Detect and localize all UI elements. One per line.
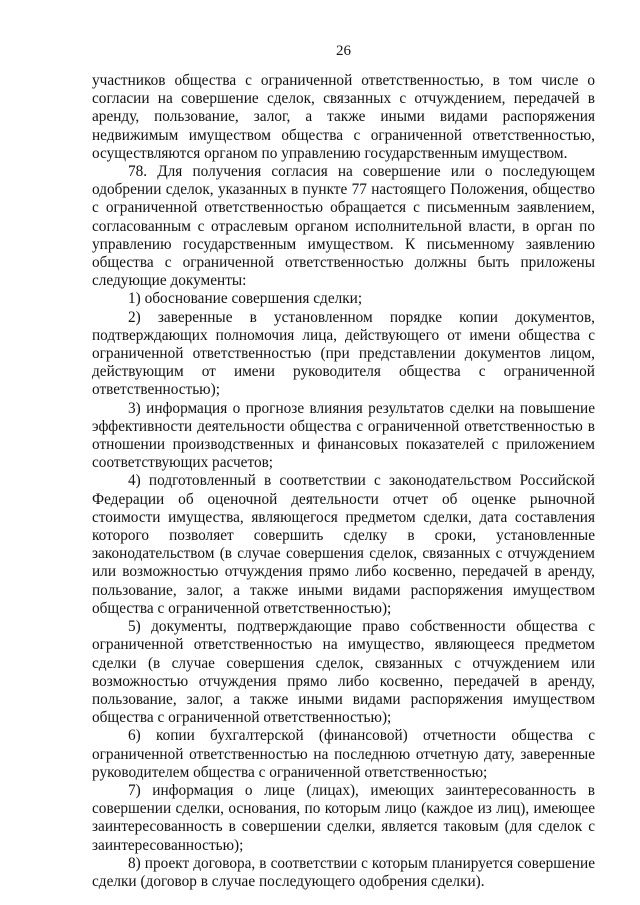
list-item-8: 8) проект договора, в соответствии с которым планируется совершение сделки (договор в случае последующего одобрения сделки). bbox=[92, 854, 595, 890]
list-item-5: 5) документы, подтверждающие право собственности общества с ограниченной ответственностью на имущество, являющееся предметом сделки (в случае совершения сделок, связанных с отчуждением или возможностью отчуждения прямо либо косвенно, передачей в аренду, пользование, залог, а также иными видами распоряжения имуществом общества с ограниченной ответственностью); bbox=[92, 618, 595, 727]
list-item-2: 2) заверенные в установленном порядке копии документов, подтверждающих полномочия лица, действующего от имени общества с ограниченной ответственностью (при представлении документов лицом, действующим от имени руководителя общества с ограниченной ответственностью); bbox=[92, 308, 595, 399]
paragraph-continuation: участников общества с ограниченной ответственностью, в том числе о согласии на совершение сделок, связанных с отчуждением, передачей в аренду, пользование, залог, а также иными видами распоряжения недвижимым имуществом общества с ограниченной ответственностью, осуществляются органом по управлению государственным имуществом. bbox=[92, 72, 595, 162]
list-item-7: 7) информация о лице (лицах), имеющих заинтересованность в совершении сделки, основания, по которым лицо (каждое из лиц), имеющее заинтересованность в совершении сделки, является таковым (для сделок с заинтересованностью); bbox=[92, 781, 595, 854]
list-item-3: 3) информация о прогнозе влияния результатов сделки на повышение эффективности деятельности общества с ограниченной ответственностью в отношении производственных и финансовых показателей с приложением соответствующих расчетов; bbox=[92, 399, 595, 472]
list-item-4: 4) подготовленный в соответствии с законодательством Российской Федерации об оценочной деятельности отчет об оценке рыночной стоимости имущества, являющегося предметом сделки, дата составления которого позволяет совершить сделку в сроки, установленные законодательством (в случае совершения сделок, связанных с отчуждением или возможностью отчуждения прямо либо косвенно, передачей в аренду, пользование, залог, а также иными видами распоряжения имуществом общества с ограниченной ответственностью); bbox=[92, 472, 595, 617]
list-item-1: 1) обоснование совершения сделки; bbox=[128, 290, 363, 308]
list-item-6: 6) копии бухгалтерской (финансовой) отчетности общества с ограниченной ответственностью на последнюю отчетную дату, заверенные руководителем общества с ограниченной ответственностью; bbox=[92, 727, 595, 781]
paragraph-item-78: 78. Для получения согласия на совершение или о последующем одобрении сделок, указанных в пункте 77 настоящего Положения, общество с ограниченной ответственностью обращается с письменным заявлением, согласованным с отраслевым органом исполнительной власти, в орган по управлению государственным имуществом. К письменному заявлению общества с ограниченной ответственностью должны быть приложены следующие документы: bbox=[92, 163, 595, 290]
page-number: 26 bbox=[336, 43, 351, 59]
document-body bbox=[92, 72, 595, 891]
